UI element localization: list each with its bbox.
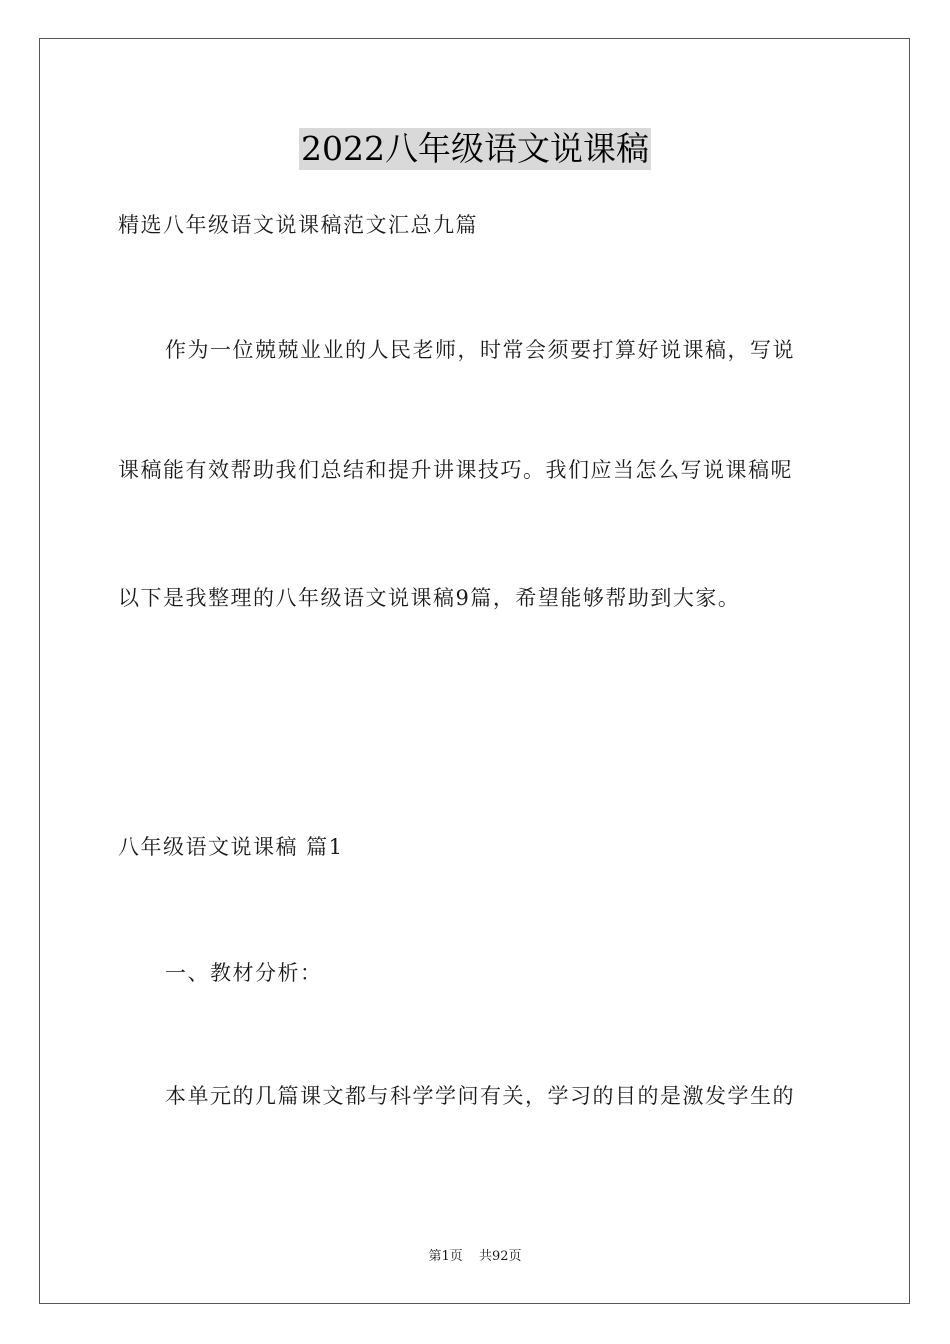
title-wrap [0,128,950,170]
sub-heading: 一、教材分析： [165,961,323,985]
page-number: 第1页 [428,1249,463,1264]
intro-line-2: 课稿能有效帮助我们总结和提升讲课技巧。我们应当怎么写说课稿呢 [118,458,793,482]
intro-line-3: 以下是我整理的八年级语文说课稿9篇，希望能够帮助到大家。 [118,586,741,610]
intro-line-1: 作为一位兢兢业业的人民老师，时常会须要打算好说课稿，写说 [165,338,795,362]
page-total: 共92页 [478,1249,522,1264]
page-footer [0,1248,950,1266]
document-title: 2022八年级语文说课稿 [301,129,649,168]
document-subtitle: 精选八年级语文说课稿范文汇总九篇 [118,213,478,237]
section-heading: 八年级语文说课稿 篇1 [118,835,344,859]
body-line: 本单元的几篇课文都与科学学问有关，学习的目的是激发学生的 [165,1084,795,1108]
